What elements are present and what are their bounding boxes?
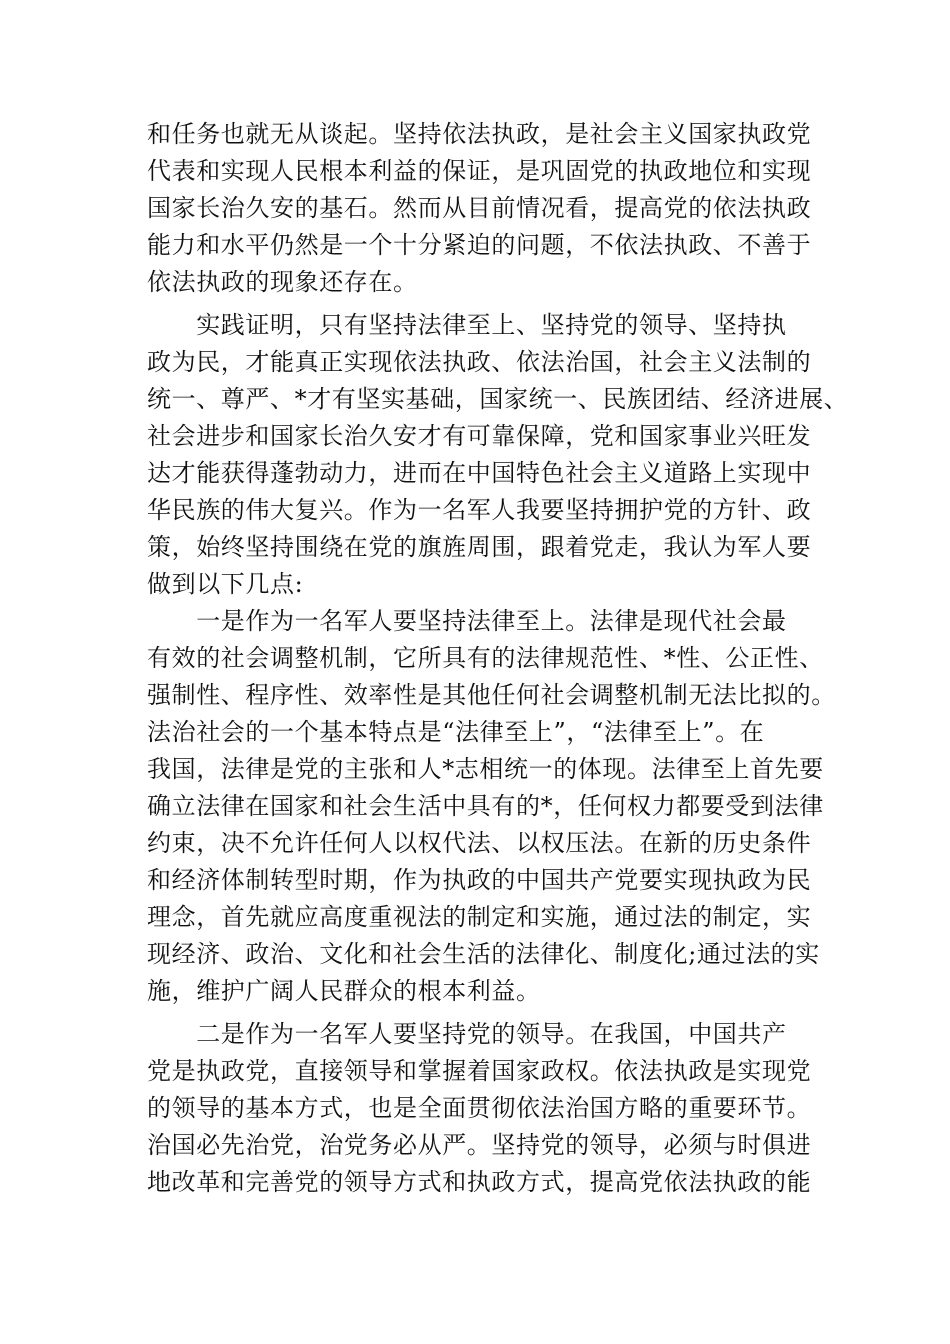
text-line: 约束，决不允许任何人以权代法、以权压法。在新的历史条件 [147,829,812,857]
paragraph [147,307,849,603]
text-line: 国家长治久安的基石。然而从目前情况看，提高党的依法执政 [147,194,812,222]
text-line: 达才能获得蓬勃动力，进而在中国特色社会主义道路上实现中 [147,459,812,487]
text-line: 治国必先治党，治党务必从严。坚持党的领导，必须与时俱进 [147,1131,812,1159]
text-line: 和任务也就无从谈起。坚持依法执政，是社会主义国家执政党 [147,120,812,148]
text-line: 一是作为一名军人要坚持法律至上。法律是现代社会最 [147,607,787,635]
text-line: 法治社会的一个基本特点是“法律至上”，“法律至上”。在 [147,718,765,746]
text-line: 有效的社会调整机制，它所具有的法律规范性、*性、公正性、 [147,644,824,672]
text-line: 我国，法律是党的主张和人*志相统一的体现。法律至上首先要 [147,755,824,783]
text-line: 强制性、程序性、效率性是其他任何社会调整机制无法比拟的。 [147,681,836,709]
text-line: 统一、尊严、*才有坚实基础，国家统一、民族团结、经济进展、 [147,385,849,413]
text-line: 的领导的基本方式，也是全面贯彻依法治国方略的重要环节。 [147,1094,812,1122]
text-line: 和经济体制转型时期，作为执政的中国共产党要实现执政为民 [147,866,812,894]
paragraph [147,116,827,301]
text-line: 社会进步和国家长治久安才有可靠保障，党和国家事业兴旺发 [147,422,812,450]
paragraph [147,603,836,1010]
text-line: 理念，首先就应高度重视法的制定和实施，通过法的制定，实 [147,903,812,931]
text-line: 政为民，才能真正实现依法执政、依法治国，社会主义法制的 [147,348,812,376]
text-line: 现经济、政治、文化和社会生活的法律化、制度化;通过法的实 [147,940,820,968]
text-line: 华民族的伟大复兴。作为一名军人我要坚持拥护党的方针、政 [147,496,812,524]
text-line: 确立法律在国家和社会生活中具有的*，任何权力都要受到法律 [147,792,824,820]
text-line: 二是作为一名军人要坚持党的领导。在我国，中国共产 [147,1020,787,1048]
body-text [147,116,849,1201]
text-line: 策，始终坚持围绕在党的旗旌周围，跟着党走，我认为军人要 [147,533,812,561]
paragraph [147,1016,827,1201]
text-line: 做到以下几点: [147,570,304,598]
text-line: 党是执政党，直接领导和掌握着国家政权。依法执政是实现党 [147,1057,812,1085]
text-line: 依法执政的现象还存在。 [147,268,418,296]
text-line: 实践证明，只有坚持法律至上、坚持党的领导、坚持执 [147,311,787,339]
text-line: 地改革和完善党的领导方式和执政方式，提高党依法执政的能 [147,1168,812,1196]
text-line: 施，维护广阔人民群众的根本利益。 [147,977,541,1005]
text-line: 能力和水平仍然是一个十分紧迫的问题，不依法执政、不善于 [147,231,812,259]
text-line: 代表和实现人民根本利益的保证，是巩固党的执政地位和实现 [147,157,812,185]
